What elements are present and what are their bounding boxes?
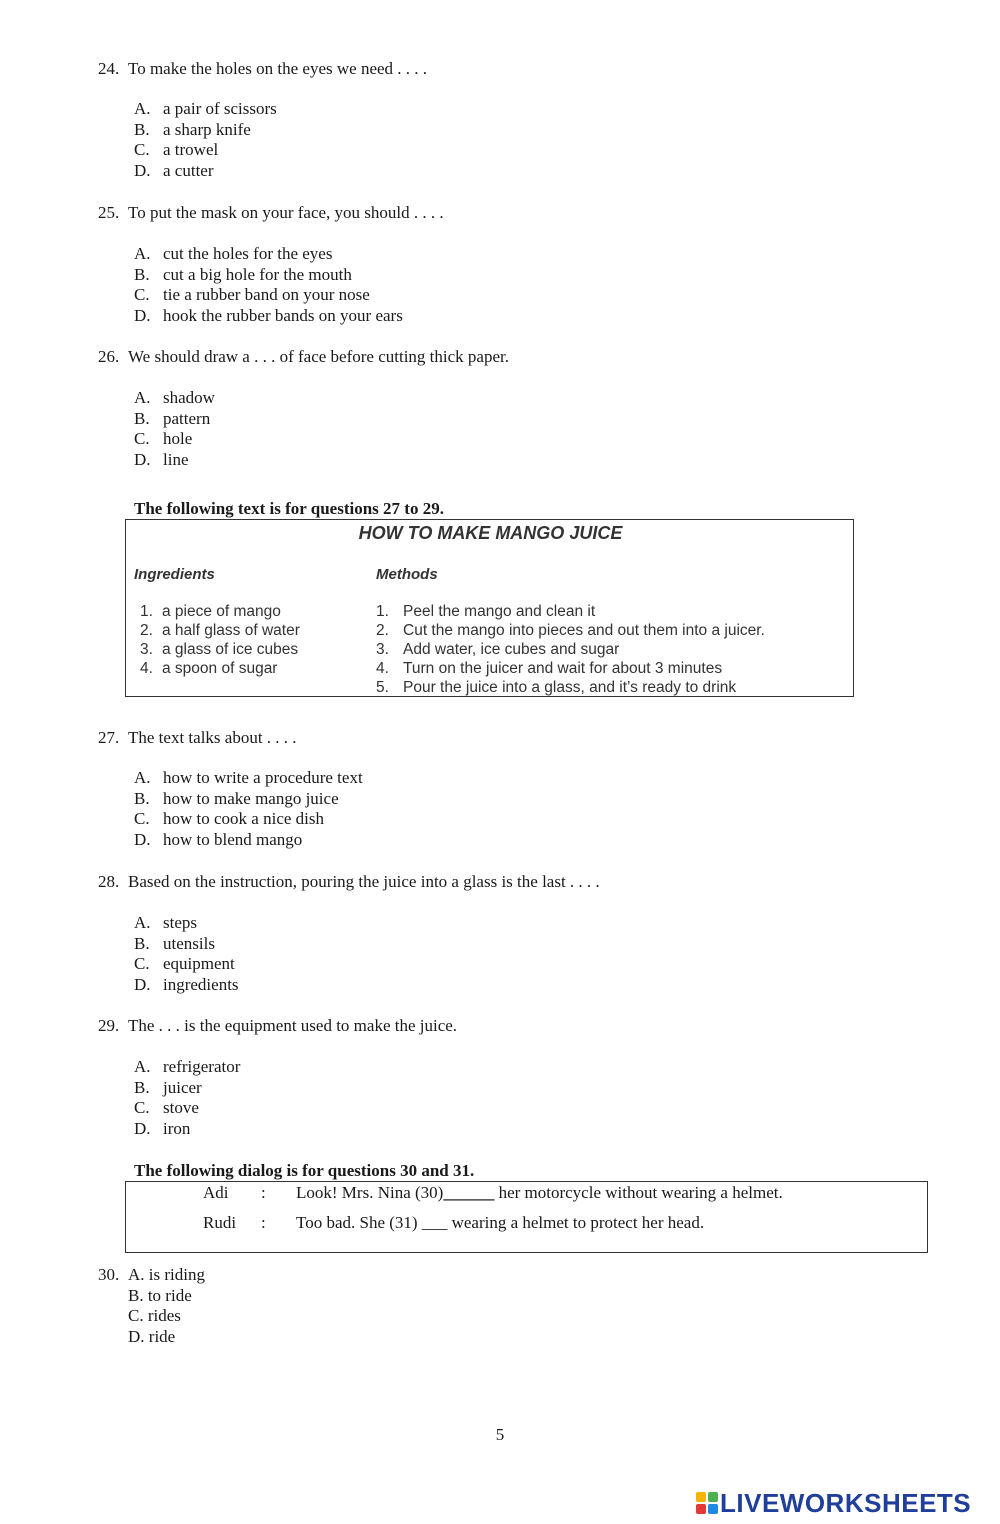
list-item: 1. a piece of mango [140,603,281,620]
option-b[interactable]: B. pattern [134,408,211,428]
option-a[interactable]: A. how to write a procedure text [134,768,363,787]
question-number: 27. [98,728,120,747]
options-26 [134,388,215,471]
recipe-title: HOW TO MAKE MANGO JUICE [358,523,623,543]
methods-heading: Methods [376,566,438,583]
question-number: 30. [98,1265,120,1284]
question-text: To put the mask on your face, you should . . . . [128,203,444,222]
dialog-intro: The following dialog is for questions 30 and 31. [134,1161,475,1180]
recipe-box [125,519,854,697]
question-26 [98,347,509,367]
list-item: 2. Cut the mango into pieces and out them into a juicer. [376,622,765,639]
speaker: Rudi [203,1213,237,1232]
question-28 [98,872,600,892]
option-c[interactable]: C. a trowel [134,140,219,160]
option-d[interactable]: D. iron [134,1119,191,1139]
recipe-intro: The following text is for questions 27 to 29. [134,499,444,518]
option-c[interactable]: C. tie a rubber band on your nose [134,285,370,305]
options-25 [134,244,403,327]
option-b[interactable]: B. a sharp knife [134,119,251,139]
question-30 [98,1265,205,1348]
dialog-line-2: Too bad. She (31) ___ wearing a helmet to protect her head. [296,1213,705,1232]
question-27 [98,728,297,748]
option-a[interactable]: A. is riding [128,1265,205,1284]
question-25 [98,203,444,223]
question-number: 24. [98,59,120,78]
option-d[interactable]: D. a cutter [134,161,214,181]
list-item: 3. a glass of ice cubes [140,641,299,658]
dialog-box [125,1181,928,1253]
list-item: 4. Turn on the juicer and wait for about 3 minutes [376,660,723,677]
option-b[interactable]: B. how to make mango juice [134,788,339,808]
list-item: 2. a half glass of water [140,622,300,639]
option-a[interactable]: A. a pair of scissors [134,99,277,118]
option-b[interactable]: B. cut a big hole for the mouth [134,264,352,284]
question-text: The . . . is the equipment used to make the juice. [128,1016,458,1035]
dialog-line-1: Look! Mrs. Nina (30)______ her motorcycle without wearing a helmet. [296,1183,783,1202]
option-b[interactable]: B. utensils [134,933,215,953]
option-d[interactable]: D. line [134,450,189,470]
answer-blank-31[interactable]: ___ [421,1213,448,1232]
ingredients-list [140,602,300,678]
question-29 [98,1016,457,1036]
option-c[interactable]: C. hole [134,429,193,449]
colon: : [261,1213,266,1232]
colon: : [261,1183,266,1202]
answer-blank-30[interactable]: ______ [443,1183,495,1202]
question-text: We should draw a . . . of face before cutting thick paper. [128,347,509,366]
options-24 [134,99,277,182]
question-text: The text talks about . . . . [128,728,297,747]
option-d[interactable]: D. hook the rubber bands on your ears [134,306,403,326]
options-27 [134,768,363,851]
option-b[interactable]: B. juicer [134,1077,202,1097]
question-number: 28. [98,872,120,891]
options-28 [134,913,239,996]
speaker: Adi [203,1183,229,1202]
option-d[interactable]: D. ride [128,1327,176,1347]
option-a[interactable]: A. steps [134,913,197,932]
ingredients-heading: Ingredients [134,566,215,583]
question-number: 25. [98,203,120,222]
option-d[interactable]: D. how to blend mango [134,830,303,850]
question-24 [98,59,427,79]
option-c[interactable]: C. equipment [134,954,235,974]
question-text: Based on the instruction, pouring the juice into a glass is the last . . . . [128,872,600,891]
option-b[interactable]: B. to ride [128,1285,192,1305]
option-a[interactable]: A. cut the holes for the eyes [134,244,333,263]
question-number: 29. [98,1016,120,1035]
list-item: 4. a spoon of sugar [140,660,278,677]
page-number: 5 [495,1425,505,1444]
option-c[interactable]: C. stove [134,1098,199,1118]
logo-icon [696,1492,718,1514]
liveworksheets-logo [696,1488,971,1519]
list-item: 1. Peel the mango and clean it [376,603,596,620]
question-number: 26. [98,347,120,366]
option-d[interactable]: D. ingredients [134,975,239,995]
list-item: 5. Pour the juice into a glass, and it’s ready to drink [376,679,737,696]
logo-text: LIVEWORKSHEETS [720,1488,972,1518]
methods-list [376,602,765,697]
option-c[interactable]: C. how to cook a nice dish [134,809,324,829]
options-29 [134,1057,240,1140]
question-text: To make the holes on the eyes we need . . . . [128,59,428,78]
option-a[interactable]: A. shadow [134,388,215,407]
list-item: 3. Add water, ice cubes and sugar [376,641,620,658]
option-a[interactable]: A. refrigerator [134,1057,241,1076]
option-c[interactable]: C. rides [128,1306,181,1326]
